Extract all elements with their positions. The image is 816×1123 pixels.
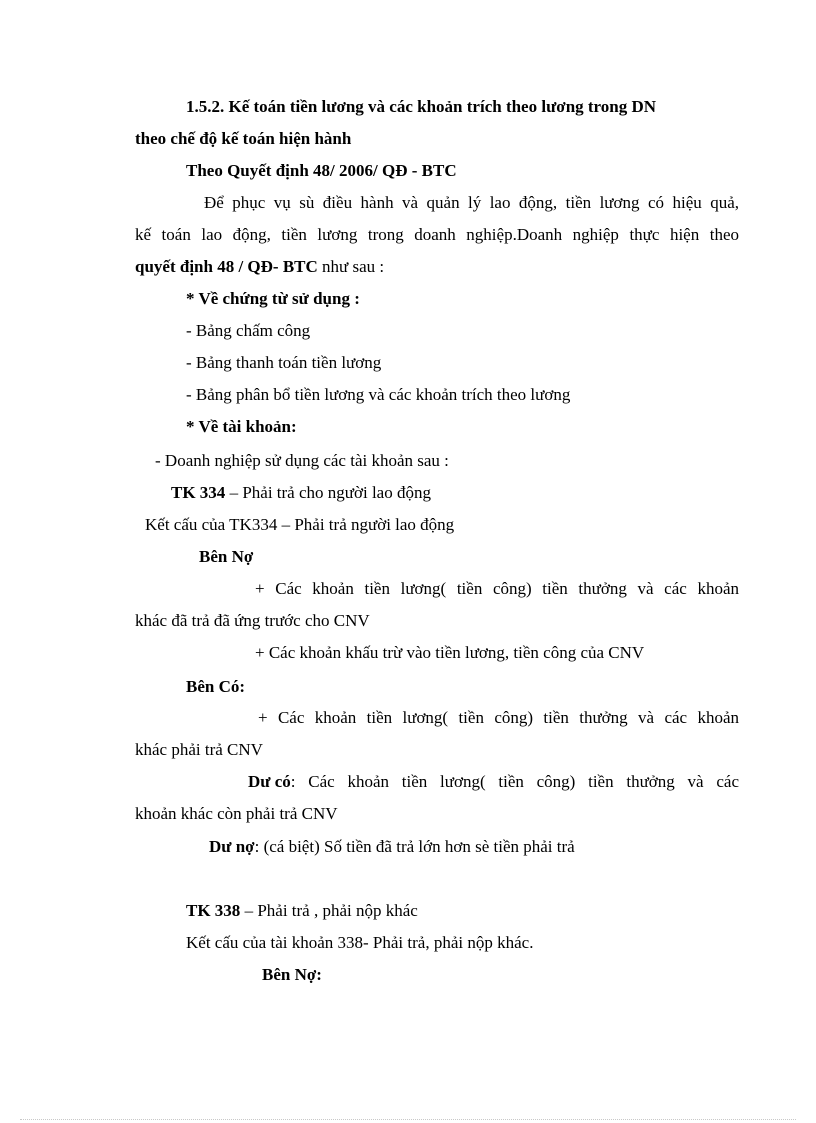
section-heading-line2: theo chế độ kế toán hiện hành (135, 129, 352, 148)
tk334-credit-balance-line1: Dư có : Các khoản tiền lương( tiền công) tiền thưởng và các (248, 772, 739, 791)
tk334-debit-balance: Dư nợ: (cá biệt) Số tiền đã trả lớn hơn sè tiền phải trả (209, 837, 575, 856)
decision-reference: quyết định 48 / QĐ- BTC (135, 257, 318, 276)
tk334-debit-label: Bên Nợ (199, 547, 254, 566)
tk334-credit-item1-line2: khác phải trả CNV (135, 740, 263, 759)
tk334-code: TK 334 (171, 483, 226, 502)
debit-balance-label: Dư nợ (209, 837, 255, 856)
tk334-debit-item1-line1: + Các khoản tiền lương( tiền công) tiền thưởng và các khoản (255, 579, 739, 598)
document-item-timesheet: - Bảng chấm công (186, 321, 311, 340)
tk334-title: TK 334 – Phải trả cho người lao động (171, 483, 431, 502)
tk338-code: TK 338 (186, 901, 241, 920)
intro-line2: kế toán lao động, tiền lương trong doanh nghiệp.Doanh nghiệp thực hiện theo (135, 225, 739, 244)
page-bottom-divider (20, 1119, 796, 1120)
tk334-structure: Kết cấu của TK334 – Phải trả người lao động (145, 515, 455, 534)
document-item-allocation: - Bảng phân bổ tiền lương và các khoản trích theo lương (186, 385, 571, 404)
documents-section-title: * Về chứng từ sử dụng : (186, 289, 360, 308)
tk334-debit-item1-line2: khác đã trả đã ứng trước cho CNV (135, 611, 370, 630)
tk334-debit-item2: + Các khoản khấu trừ vào tiền lương, tiền công của CNV (255, 643, 645, 662)
accounts-section-title: * Về tài khoản: (186, 417, 297, 436)
accounts-intro: - Doanh nghiệp sử dụng các tài khoản sau : (155, 451, 449, 470)
intro-line1: Để phục vụ sù điều hành và quản lý lao động, tiền lương có hiệu quả, (204, 193, 739, 212)
decision-title: Theo Quyết định 48/ 2006/ QĐ - BTC (186, 161, 457, 180)
credit-balance-label: Dư có (248, 772, 291, 791)
tk334-credit-balance-line2: khoản khác còn phải trả CNV (135, 804, 338, 823)
intro-line3: quyết định 48 / QĐ- BTC như sau : (135, 257, 385, 276)
tk338-title: TK 338 – Phải trả , phải nộp khác (186, 901, 418, 920)
tk338-structure: Kết cấu của tài khoản 338- Phải trả, phải nộp khác. (186, 933, 534, 952)
tk334-credit-item1-line1: + Các khoản tiền lương( tiền công) tiền thưởng và các khoản (258, 708, 739, 727)
document-item-payroll: - Bảng thanh toán tiền lương (186, 353, 382, 372)
section-heading-line1: 1.5.2. Kế toán tiền lương và các khoản trích theo lương trong DN (186, 97, 657, 116)
tk338-debit-label: Bên Nợ: (262, 965, 322, 984)
tk334-credit-label: Bên Có: (186, 677, 246, 696)
